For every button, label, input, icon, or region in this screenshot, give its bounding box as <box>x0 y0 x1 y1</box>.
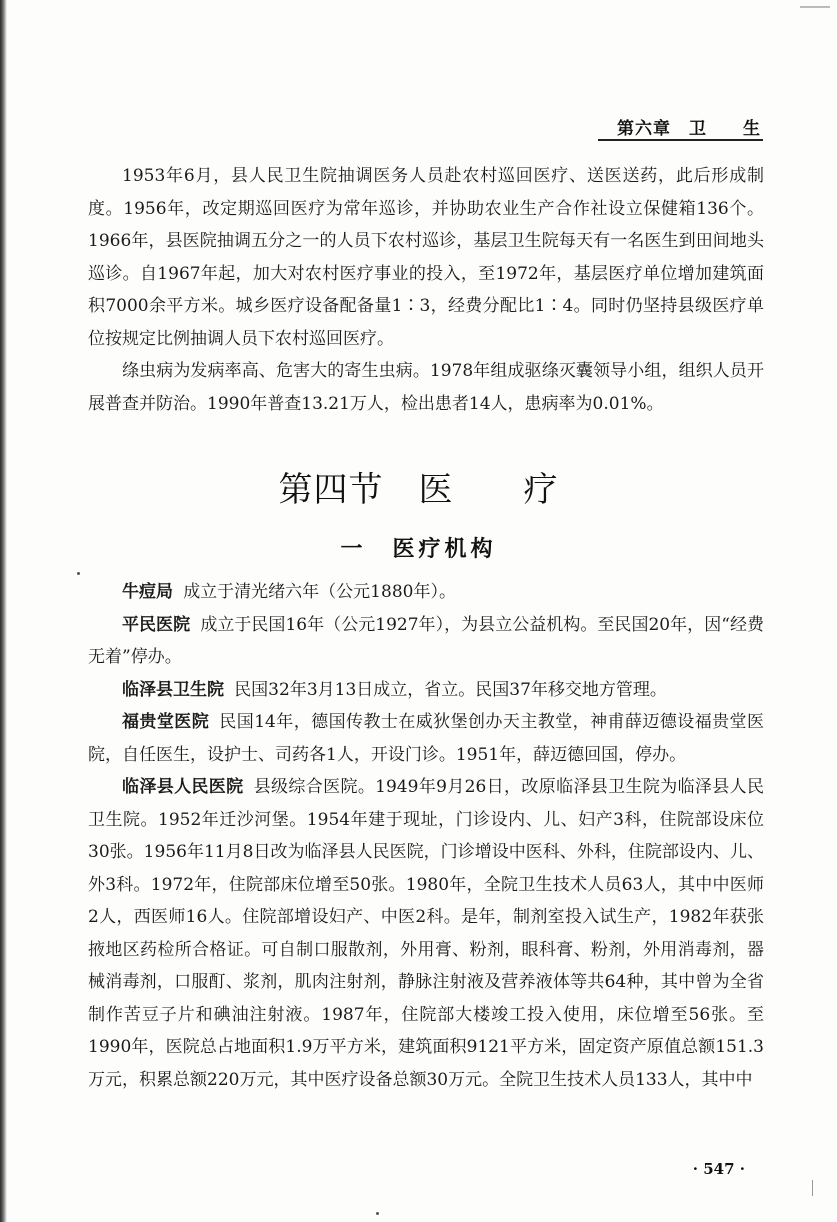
institution-name: 平民医院 <box>122 614 191 635</box>
institution-description: 成立于清光绪六年（公元1880年）。 <box>183 582 456 602</box>
scan-speck <box>77 572 80 575</box>
paragraph: 绦虫病为发病率高、危害大的寄生虫病。1978年组成驱绦灭囊领导小组，组织人员开展普查并防治。1990年普查13.21万人，检出患者14人，患病率为0.01%。 <box>88 361 764 414</box>
subsection-title: 一 医疗机构 <box>340 537 497 562</box>
institutions-text <box>88 576 764 1096</box>
running-header: 第六章 卫 生 <box>617 119 761 139</box>
institution-description: 成立于民国16年（公元1927年），为县立公益机构。至民国20年，因“经费无着”停办。 <box>88 614 764 667</box>
institution-description: 县级综合医院。1949年9月26日，改原临泽县卫生院为临泽县人民卫生院。1952年迁沙河堡。1954年建于现址，门诊设内、儿、妇产3科，住院部设床位30张。1956年11月8日改为临泽县人民医院，门诊增设中医科、外科，住院部设内、儿、外3科。1972年，住院部床位增至50张。1980年，全院卫生技术人员63人，其中中医师2人，西医师16人。住院部增设妇产、中医2科。是年，制剂室投入试生产，1982年获张掖地区药检所合格证。可自制口服散剂，外用膏、粉剂，眼科膏、粉剂，外用消毒剂，器械消毒剂，口服酊、浆剂，肌肉注射剂，静脉注射液及营养液体等共64种，其中曾为全省制作苦豆子片和碘油注射液。1987年，住院部大楼竣工投入使用，床位增至56张。至1990年，医院总占地面积1.9万平方米，建筑面积9121平方米，固定资产原值总额151.3万元，积累总额220万元，其中医疗设备总额30万元。全院卫生技术人员133人，其中中 <box>88 777 765 1090</box>
scan-speck <box>812 1180 813 1196</box>
page-number: · 547 · <box>692 1160 745 1178</box>
scan-speck <box>800 6 830 8</box>
scan-speck <box>376 1212 379 1215</box>
institution-name: 临泽县人民医院 <box>122 777 244 797</box>
institution-description: 民国32年3月13日成立，省立。民国37年移交地方管理。 <box>234 679 667 700</box>
institution-entry <box>88 706 764 771</box>
institution-entry <box>88 609 764 674</box>
institution-name: 临泽县卫生院 <box>122 679 224 700</box>
institution-entry <box>88 771 764 1096</box>
binding-edge <box>0 0 7 1222</box>
institution-entry <box>88 674 764 707</box>
header-rule <box>598 139 763 141</box>
paragraph: 1953年6月，县人民卫生院抽调医务人员赴农村巡回医疗、送医送药，此后形成制度。1956年，改定期巡回医疗为常年巡诊，并协助农业生产合作社设立保健箱136个。1966年，县医院抽调五分之一的人员下农村巡诊，基层卫生院每天有一名医生到田间地头巡诊。自1967年起，加大对农村医疗事业的投入，至1972年，基层医疗单位增加建筑面积7000余平方米。城乡医疗设备配备量1∶3，经费分配比1∶4。同时仍坚持县级医疗单位按规定比例抽调人员下农村巡回医疗。 <box>88 166 764 349</box>
institution-name: 福贵堂医院 <box>122 712 210 732</box>
institution-name: 牛痘局 <box>122 582 173 602</box>
institution-description: 民国14年，德国传教士在威狄堡创办天主教堂，神甫薛迈德设福贵堂医院，自任医生，设护士、司药各1人，开设门诊。1951年，薛迈德回国，停办。 <box>88 712 764 765</box>
intro-text <box>88 160 764 420</box>
institution-entry <box>88 576 764 609</box>
section-title: 第四节 医 疗 <box>278 470 559 510</box>
